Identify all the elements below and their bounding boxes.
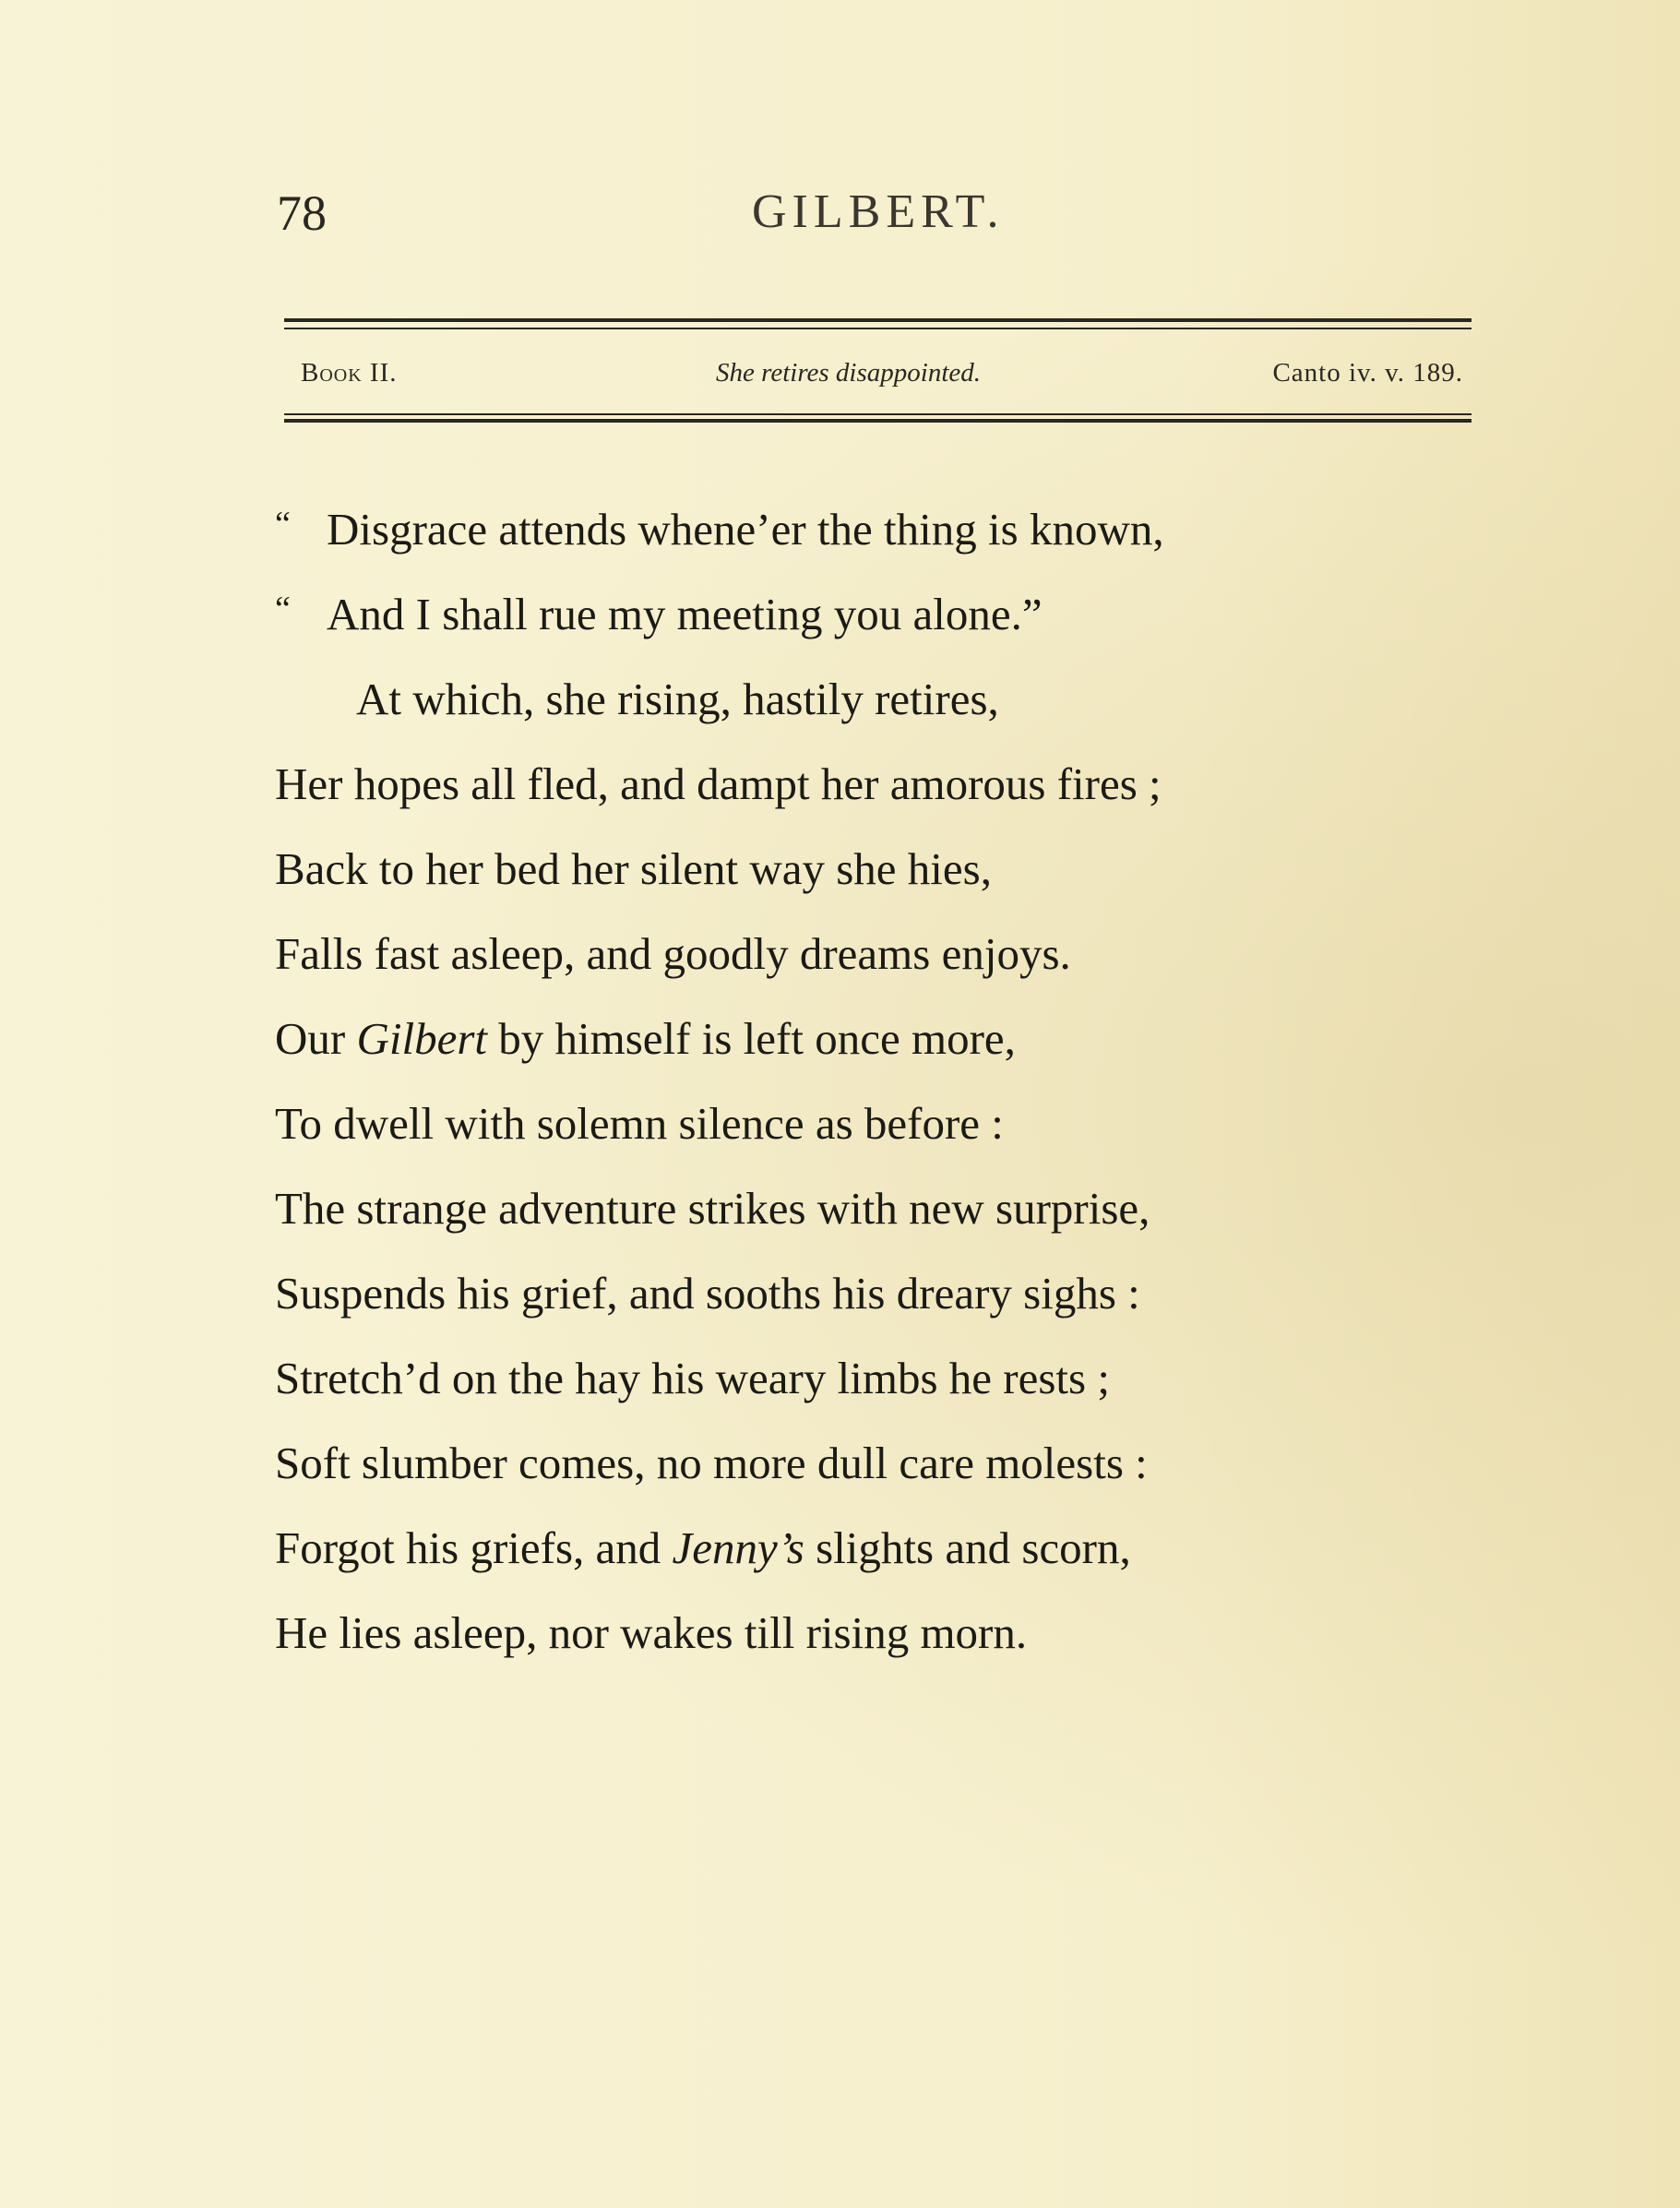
verse-line	[275, 742, 1474, 827]
verse-text: To dwell with solemn silence as before :	[275, 1098, 1004, 1149]
verse-text: Her hopes all fled, and dampt her amorous fires ;	[275, 758, 1162, 809]
header-rule-top	[284, 318, 1471, 322]
book-title: GILBERT.	[752, 185, 1005, 238]
verse-text: He lies asleep, nor wakes till rising morn.	[275, 1607, 1028, 1658]
verse-line	[275, 912, 1474, 997]
verse-line	[275, 1591, 1474, 1676]
verse-line	[275, 1166, 1474, 1251]
book-label: Book II.	[301, 358, 398, 388]
verse-text: Soft slumber comes, no more dull care molests :	[275, 1438, 1148, 1488]
running-head	[277, 175, 1476, 249]
verse-text: Falls fast asleep, and goodly dreams enjoys.	[275, 928, 1071, 979]
verse-text: The strange adventure strikes with new surprise,	[275, 1183, 1150, 1234]
verse-line	[275, 827, 1474, 912]
header-rule-top-thin	[284, 328, 1471, 329]
page-number: 78	[277, 185, 327, 241]
verse-text: Back to her bed her silent way she hies,	[275, 843, 992, 894]
header-rule-bottom-thin	[284, 413, 1471, 415]
quote-mark: “	[275, 590, 291, 628]
verse-line	[275, 1336, 1474, 1421]
character-name: Gilbert	[356, 1013, 488, 1064]
canto-label: Canto iv. v. 189.	[1272, 358, 1463, 388]
verse-line	[275, 1421, 1474, 1506]
verse-line	[275, 572, 1474, 657]
character-name: Jenny’s	[672, 1522, 804, 1573]
verse-line	[275, 1081, 1474, 1166]
verse-text: Suspends his grief, and sooths his dreary sighs :	[275, 1268, 1140, 1319]
section-caption: She retires disappointed.	[716, 358, 982, 388]
verse-text: Our	[275, 1013, 357, 1064]
verse-line	[275, 997, 1474, 1081]
verse-line	[275, 487, 1474, 572]
verse-text: by himself is left once more,	[487, 1013, 1016, 1064]
verse-line	[275, 1506, 1474, 1591]
verse-text: Disgrace attends whene’er the thing is known,	[327, 504, 1164, 555]
verse-text: At which, she rising, hastily retires,	[356, 674, 999, 724]
header-rule-bottom	[284, 419, 1471, 423]
quote-mark: “	[275, 505, 291, 543]
verse-line-indented	[275, 657, 1474, 742]
verse-text: slights and scorn,	[804, 1522, 1131, 1573]
verse-text: Stretch’d on the hay his weary limbs he rests ;	[275, 1353, 1110, 1403]
section-headline	[301, 358, 1463, 395]
poem-body	[275, 487, 1474, 1676]
verse-line	[275, 1251, 1474, 1336]
verse-text: Forgot his griefs, and	[275, 1522, 673, 1573]
verse-text: And I shall rue my meeting you alone.”	[327, 589, 1043, 639]
